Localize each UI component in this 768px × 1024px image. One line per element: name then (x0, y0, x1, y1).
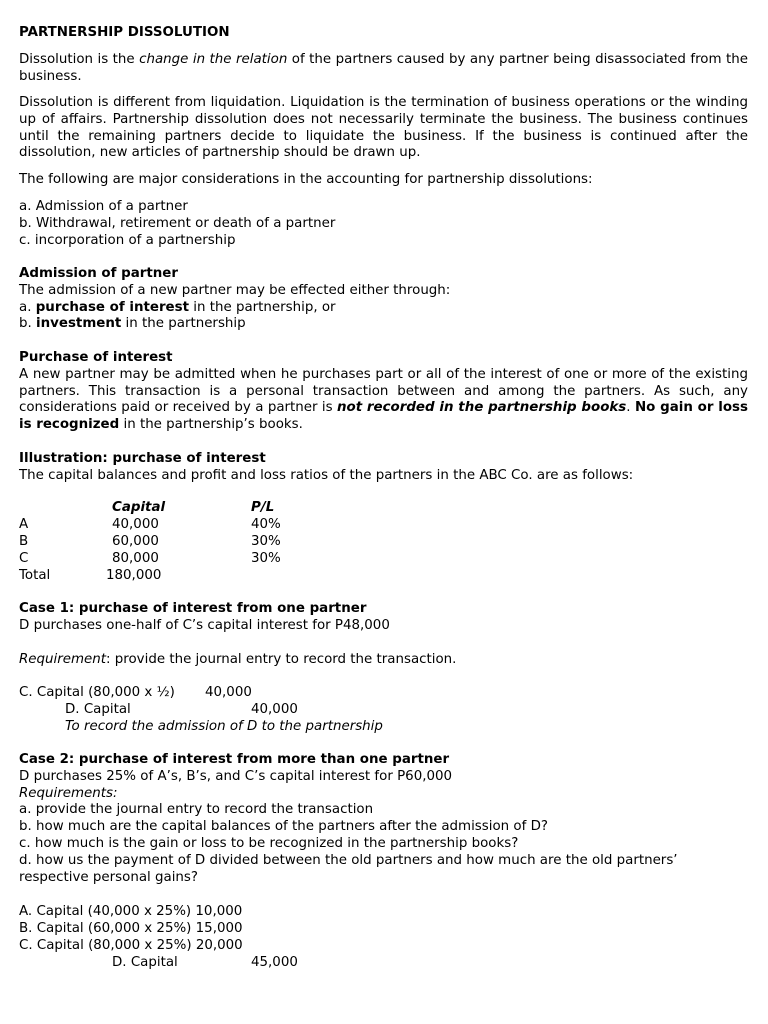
journal-credit-amount: 45,000 (251, 955, 298, 970)
list-item: d. how us the payment of D divided between the old partners and how much are the old partners’ respective personal gains? (19, 852, 678, 885)
list-item: a. Admission of a partner (19, 199, 188, 214)
case-description: D purchases one-half of C’s capital interest for P48,000 (19, 617, 390, 633)
journal-credit-amount: 40,000 (251, 702, 298, 717)
section-heading: Illustration: purchase of interest (19, 451, 266, 466)
considerations-list (19, 199, 748, 249)
journal-explanation: To record the admission of D to the partnership (65, 719, 383, 734)
admission-intro: The admission of a new partner may be effected either through: (19, 282, 451, 298)
illustration-section (19, 451, 748, 485)
table-cell-pl: 40% (251, 517, 281, 532)
considerations-intro: The following are major considerations in the accounting for partnership dissolutions: (19, 172, 593, 187)
table-total-label: Total (19, 568, 51, 583)
table-cell-pl: 30% (251, 534, 281, 549)
journal-credit-account: D. Capital (112, 955, 178, 970)
table-cell-capital: 80,000 (112, 551, 159, 566)
case-heading: Case 1: purchase of interest from one partner (19, 601, 367, 616)
case2-section (19, 752, 748, 886)
table-cell-pl: 30% (251, 551, 281, 566)
column-header-capital: Capital (112, 500, 166, 515)
page-title: PARTNERSHIP DISSOLUTION (19, 25, 230, 40)
case1-section (19, 601, 748, 635)
table-cell-partner: B (19, 534, 29, 549)
case1-requirement: Requirement: provide the journal entry to record the transaction. (19, 652, 457, 667)
list-item: c. incorporation of a partnership (19, 232, 236, 248)
journal-debit-line: A. Capital (40,000 x 25%) 10,000 (19, 904, 243, 919)
column-header-pl: P/L (251, 500, 275, 515)
list-item: c. how much is the gain or loss to be recognized in the partnership books? (19, 835, 519, 851)
list-item: a. provide the journal entry to record the transaction (19, 802, 374, 818)
purchase-body: A new partner may be admitted when he purchases part or all of the interest of one or more of the existing partners. This transaction is a personal transaction between and among the partners. As such, any considerations paid or received by a partner is not recorded in the partnership books. No gain or loss is recognized in the partnership’s books. (19, 366, 748, 433)
table-cell-partner: C (19, 551, 29, 566)
requirements-label: Requirements: (19, 785, 118, 801)
section-heading: Purchase of interest (19, 350, 173, 365)
dissolution-definition: Dissolution is the change in the relation of the partners caused by any partner being disassociated from the business. (19, 52, 748, 84)
journal-debit-amount: 40,000 (205, 685, 252, 700)
table-cell-capital: 60,000 (112, 534, 159, 549)
table-cell-capital: 40,000 (112, 517, 159, 532)
table-total-value: 180,000 (106, 568, 162, 583)
journal-debit-line: C. Capital (80,000 x 25%) 20,000 (19, 938, 243, 953)
table-cell-partner: A (19, 517, 29, 532)
journal-debit-account: C. Capital (80,000 x ½) (19, 685, 175, 700)
section-heading: Admission of partner (19, 266, 178, 281)
list-item: b. Withdrawal, retirement or death of a partner (19, 215, 336, 231)
case-description: D purchases 25% of A’s, B’s, and C’s capital interest for P60,000 (19, 768, 453, 784)
list-item: b. investment in the partnership (19, 316, 246, 332)
case-heading: Case 2: purchase of interest from more than one partner (19, 752, 450, 767)
journal-credit-account: D. Capital (65, 702, 131, 717)
purchase-section (19, 350, 748, 434)
list-item: b. how much are the capital balances of the partners after the admission of D? (19, 819, 549, 835)
illustration-intro: The capital balances and profit and loss ratios of the partners in the ABC Co. are as follows: (19, 467, 634, 483)
journal-debit-line: B. Capital (60,000 x 25%) 15,000 (19, 921, 243, 936)
admission-section (19, 266, 748, 333)
list-item: a. purchase of interest in the partnership, or (19, 299, 336, 315)
dissolution-vs-liquidation: Dissolution is different from liquidation. Liquidation is the termination of business operations or the winding up of affairs. Partnership dissolution does not necessarily terminate the business. The business continues until the remaining partners decide to liquidate the business. If the business is continued after the dissolution, new articles of partnership should be drawn up. (19, 95, 748, 161)
